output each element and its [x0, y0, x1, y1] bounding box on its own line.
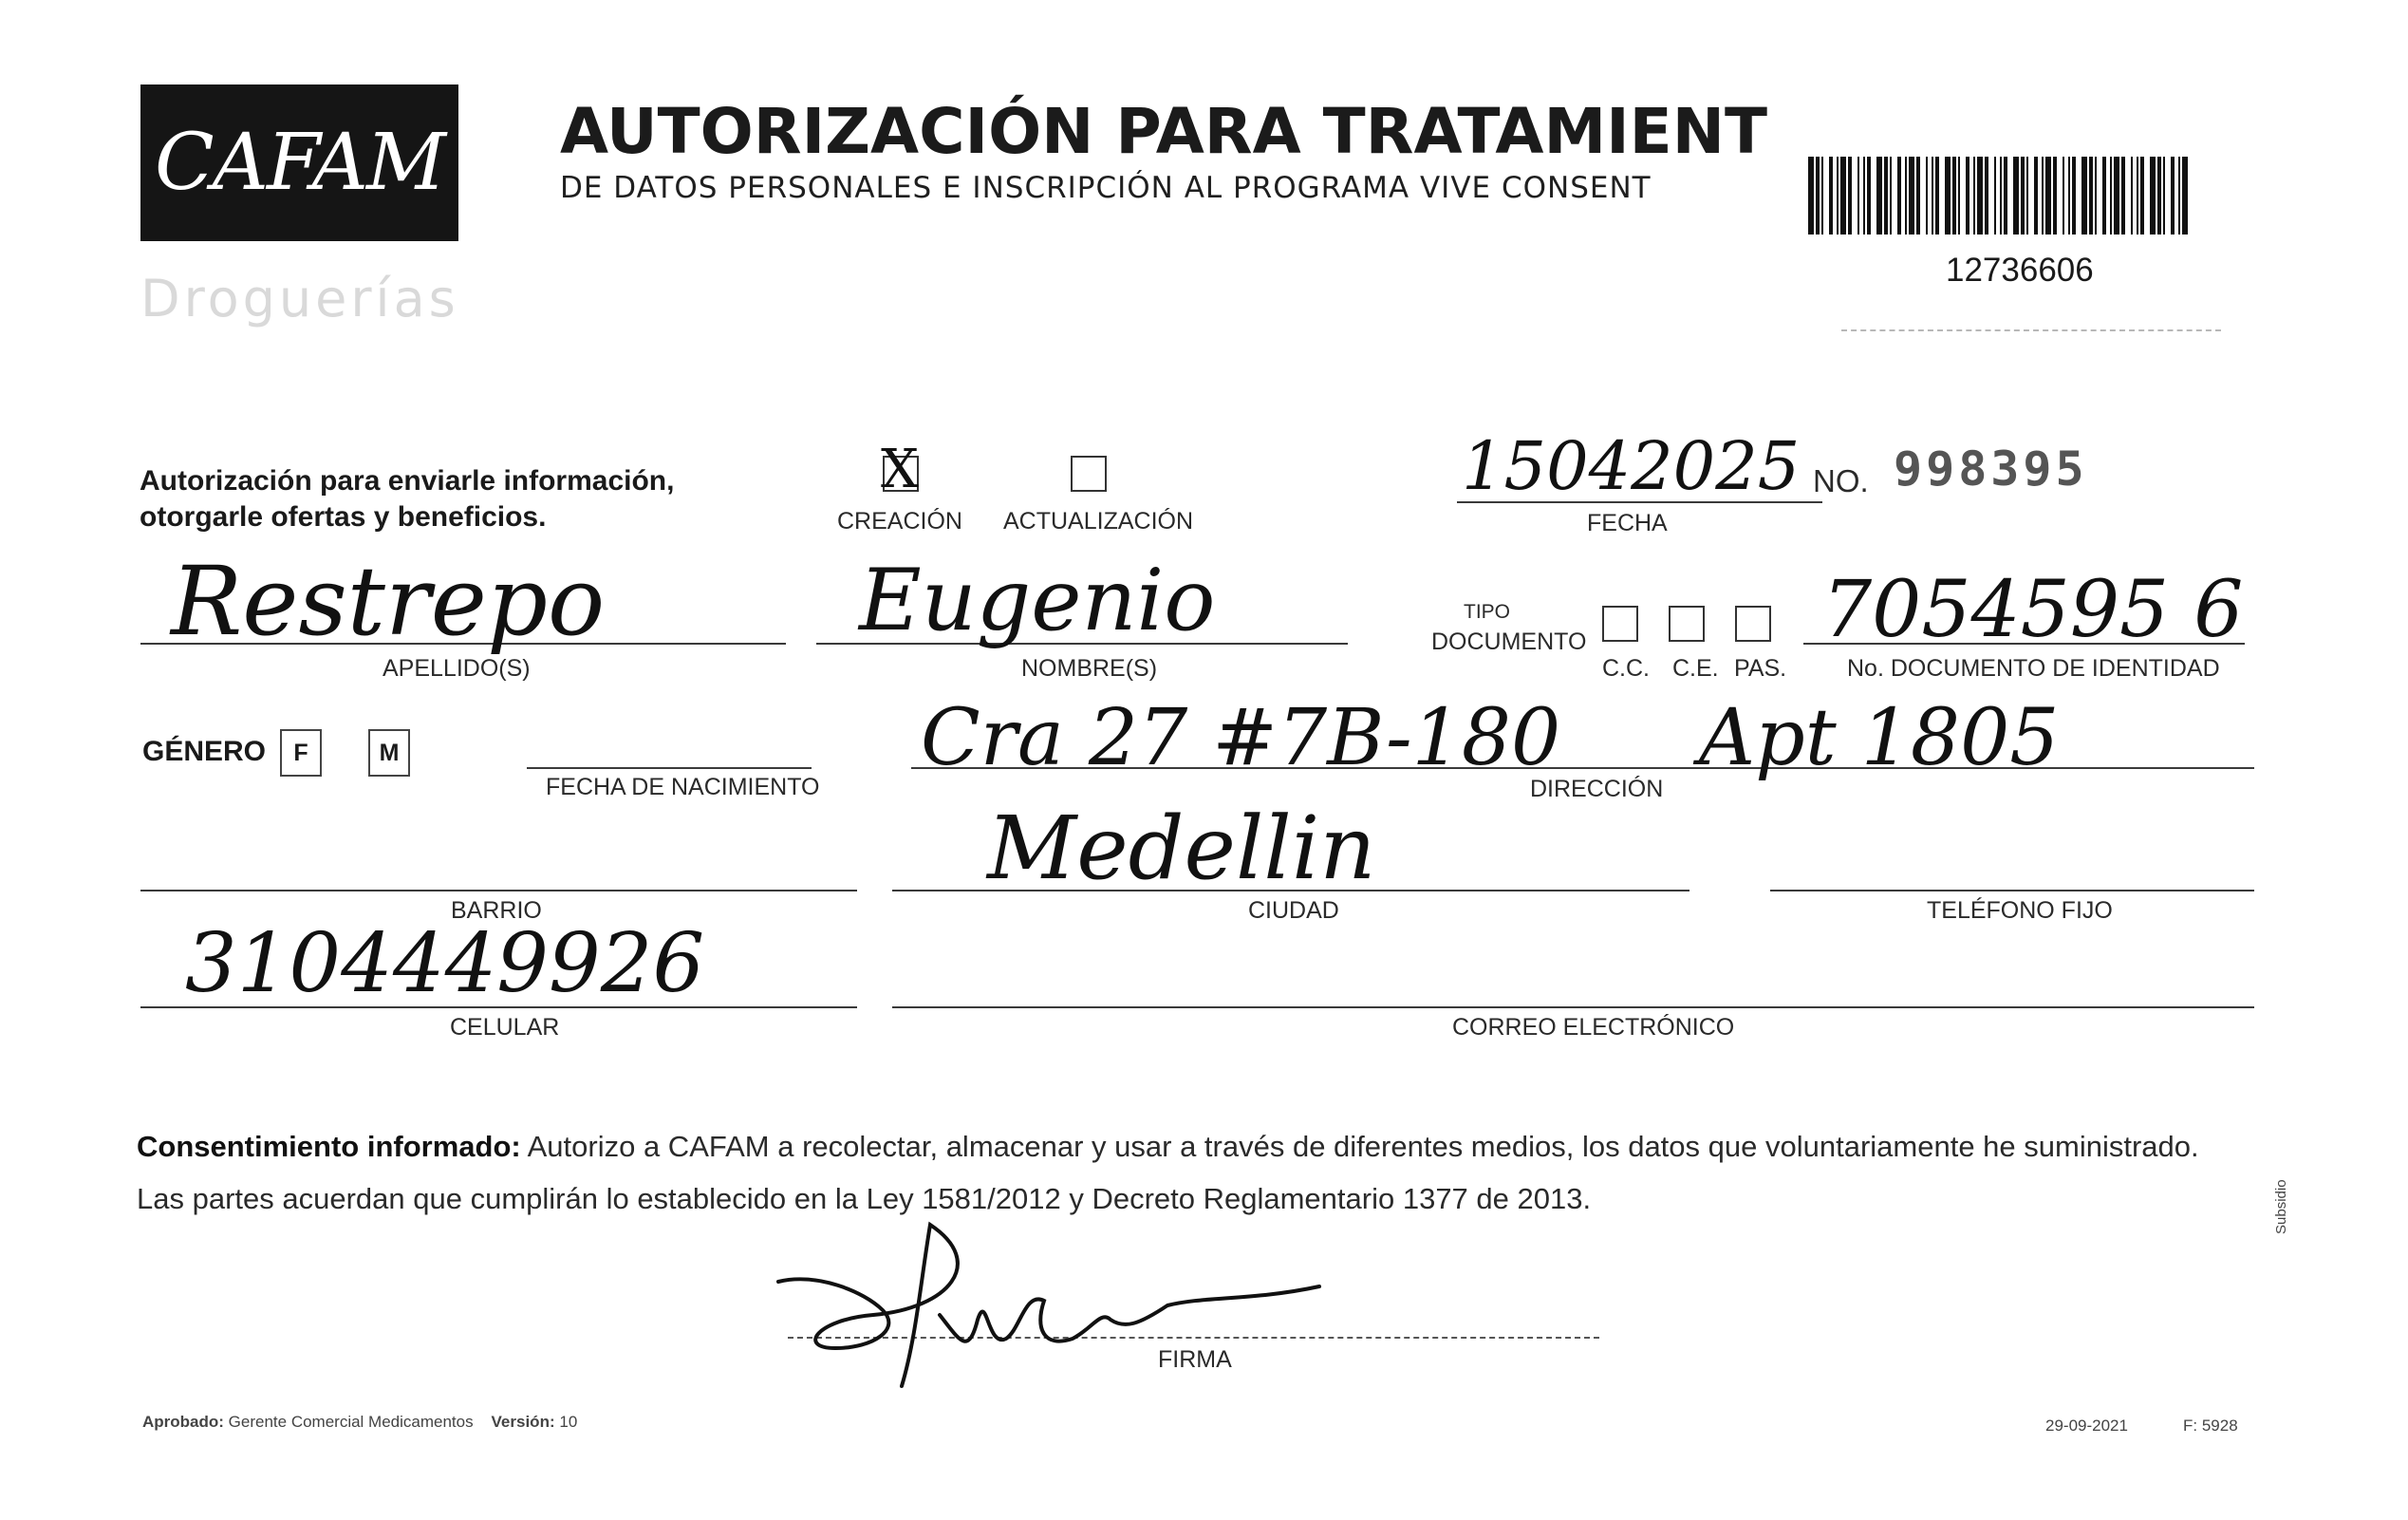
- barcode-bar: [1966, 157, 1969, 235]
- barcode-bar: [2013, 157, 2019, 235]
- barcode-bar: [1857, 157, 1859, 235]
- barcode-bar: [2182, 157, 2188, 235]
- barcode-bar: [2004, 157, 2007, 235]
- footer-form-code: F: 5928: [2183, 1417, 2238, 1435]
- barcode-bar: [2114, 157, 2119, 235]
- divider: [1841, 329, 2221, 331]
- documento-label: No. DOCUMENTO DE IDENTIDAD: [1847, 655, 2220, 682]
- genero-f-box[interactable]: F: [280, 729, 322, 777]
- barcode-bar: [1848, 157, 1852, 235]
- barcode-bar: [1808, 157, 1814, 235]
- form-subtitle: DE DATOS PERSONALES E INSCRIPCIÓN AL PROGRAMA VIVE CONSENT: [560, 171, 1652, 205]
- tipo-documento-label-2: DOCUMENTO: [1431, 629, 1587, 655]
- aprobado-value: Gerente Comercial Medicamentos: [228, 1413, 474, 1431]
- barcode-bar: [1884, 157, 1888, 235]
- fecha-label: FECHA: [1587, 510, 1668, 536]
- barcode-bar: [2034, 157, 2038, 235]
- apellidos-value[interactable]: Restrepo: [171, 546, 606, 657]
- barcode-bar: [1909, 157, 1914, 235]
- tipo-documento-label-1: TIPO: [1464, 601, 1511, 623]
- creacion-checkmark: X: [881, 439, 919, 500]
- barcode: [1808, 157, 2193, 235]
- barcode-bar: [1932, 157, 1933, 235]
- pas-label: PAS.: [1734, 655, 1787, 682]
- barcode-bar: [1837, 157, 1839, 235]
- signature[interactable]: [759, 1206, 1367, 1396]
- barcode-bar: [1994, 157, 1996, 235]
- ce-checkbox[interactable]: [1669, 606, 1705, 642]
- barcode-bar: [1973, 157, 1975, 235]
- direccion-value[interactable]: Cra 27 #7B-180: [921, 693, 1561, 783]
- barrio-label: BARRIO: [451, 897, 542, 924]
- cc-label: C.C.: [1602, 655, 1650, 682]
- vertical-text: Subsidio: [2273, 1179, 2289, 1234]
- cafam-logo: [140, 84, 458, 241]
- actualizacion-label: ACTUALIZACIÓN: [1003, 508, 1194, 535]
- consent-line-1: [137, 1120, 2272, 1173]
- creacion-label: CREACIÓN: [837, 508, 962, 535]
- consent-line-1-text: Autorizo a CAFAM a recolectar, almacenar y usar a través de diferentes medios, los datos que voluntariamente he suministrado.: [520, 1130, 2199, 1163]
- footer-aprobado: [142, 1413, 577, 1432]
- barcode-bar: [2042, 157, 2044, 235]
- barcode-bar: [2150, 157, 2156, 235]
- barcode-bar: [1821, 157, 1823, 235]
- barcode-bar: [2026, 157, 2028, 235]
- barcode-bar: [2095, 157, 2097, 235]
- footer-date: 29-09-2021: [2045, 1417, 2128, 1435]
- barcode-bar: [2063, 157, 2064, 235]
- barcode-bar: [2131, 157, 2133, 235]
- documento-value[interactable]: 7054595 6: [1822, 565, 2244, 655]
- cc-checkbox[interactable]: [1602, 606, 1638, 642]
- barcode-bar: [1958, 157, 1960, 235]
- barcode-bar: [1916, 157, 1920, 235]
- barcode-bar: [1897, 157, 1901, 235]
- correo-line: [892, 1006, 2254, 1008]
- version-label: Versión:: [491, 1413, 555, 1431]
- nombres-label: NOMBRE(S): [1021, 655, 1158, 682]
- barcode-bar: [2137, 157, 2138, 235]
- barcode-bar: [1977, 157, 1983, 235]
- apellidos-label: APELLIDO(S): [383, 655, 531, 682]
- ciudad-label: CIUDAD: [1248, 897, 1339, 924]
- barcode-bar: [2053, 157, 2057, 235]
- fecha-nacimiento-line: [527, 767, 812, 769]
- barcode-bar: [1863, 157, 1865, 235]
- barcode-bar: [1985, 157, 1988, 235]
- barcode-bar: [1945, 157, 1951, 235]
- consent-line-2: Las partes acuerdan que cumplirán lo establecido en la Ley 1581/2012 y Decreto Reglamentario 1377 de 2013.: [137, 1182, 1592, 1215]
- no-label: NO.: [1813, 463, 1869, 498]
- barcode-bar: [1890, 157, 1892, 235]
- ciudad-value[interactable]: Medellin: [987, 798, 1376, 899]
- barcode-bar: [1926, 157, 1928, 235]
- authorization-text-1: Autorización para enviarle información,: [140, 465, 675, 497]
- genero-m-box[interactable]: M: [368, 729, 410, 777]
- barcode-bar: [2163, 157, 2165, 235]
- barcode-bar: [2081, 157, 2087, 235]
- fecha-value[interactable]: 15042025: [1462, 427, 1801, 505]
- authorization-text-2: otorgarle ofertas y beneficios.: [140, 501, 547, 533]
- telefono-line: [1770, 890, 2254, 891]
- barcode-bar: [2157, 157, 2161, 235]
- barcode-bar: [2171, 157, 2175, 235]
- barrio-line: [140, 890, 857, 891]
- pas-checkbox[interactable]: [1735, 606, 1771, 642]
- celular-value[interactable]: 3104449926: [185, 916, 705, 1011]
- barcode-bar: [2121, 157, 2125, 235]
- fecha-nacimiento-label: FECHA DE NACIMIENTO: [546, 774, 820, 800]
- barcode-bar: [1905, 157, 1907, 235]
- barcode-bar: [1816, 157, 1820, 235]
- logo-subtitle: Droguerías: [140, 269, 459, 328]
- barcode-bar: [2178, 157, 2180, 235]
- telefono-label: TELÉFONO FIJO: [1927, 897, 2113, 924]
- correo-label: CORREO ELECTRÓNICO: [1452, 1014, 1735, 1041]
- barcode-bar: [1829, 157, 1833, 235]
- barcode-bar: [1935, 157, 1939, 235]
- aprobado-label: Aprobado:: [142, 1413, 224, 1431]
- form-number: 998395: [1894, 441, 2088, 497]
- barcode-bar: [2072, 157, 2076, 235]
- barcode-bar: [2021, 157, 2025, 235]
- barcode-bar: [2110, 157, 2112, 235]
- barcode-bar: [2000, 157, 2002, 235]
- barcode-number: 12736606: [1946, 252, 2094, 289]
- logo-text: CAFAM: [155, 118, 444, 208]
- barcode-bar: [2140, 157, 2144, 235]
- celular-label: CELULAR: [450, 1014, 560, 1041]
- firma-label: FIRMA: [1158, 1346, 1232, 1373]
- direccion-label: DIRECCIÓN: [1530, 776, 1664, 802]
- version-value: 10: [559, 1413, 578, 1431]
- form-title: AUTORIZACIÓN PARA TRATAMIENT: [560, 95, 1768, 168]
- barcode-bar: [1876, 157, 1882, 235]
- barcode-bar: [2045, 157, 2051, 235]
- barcode-bar: [1840, 157, 1846, 235]
- direccion-value-2[interactable]: Apt 1805: [1699, 693, 2060, 783]
- barcode-bar: [2089, 157, 2093, 235]
- barcode-bar: [2068, 157, 2070, 235]
- nombres-value[interactable]: Eugenio: [859, 551, 1216, 650]
- barcode-bar: [1952, 157, 1956, 235]
- barcode-bar: [1867, 157, 1871, 235]
- actualizacion-checkbox[interactable]: [1071, 456, 1107, 492]
- consent-lead: Consentimiento informado:: [137, 1130, 521, 1163]
- barcode-bar: [2102, 157, 2106, 235]
- ce-label: C.E.: [1672, 655, 1719, 682]
- genero-label: GÉNERO: [142, 736, 267, 767]
